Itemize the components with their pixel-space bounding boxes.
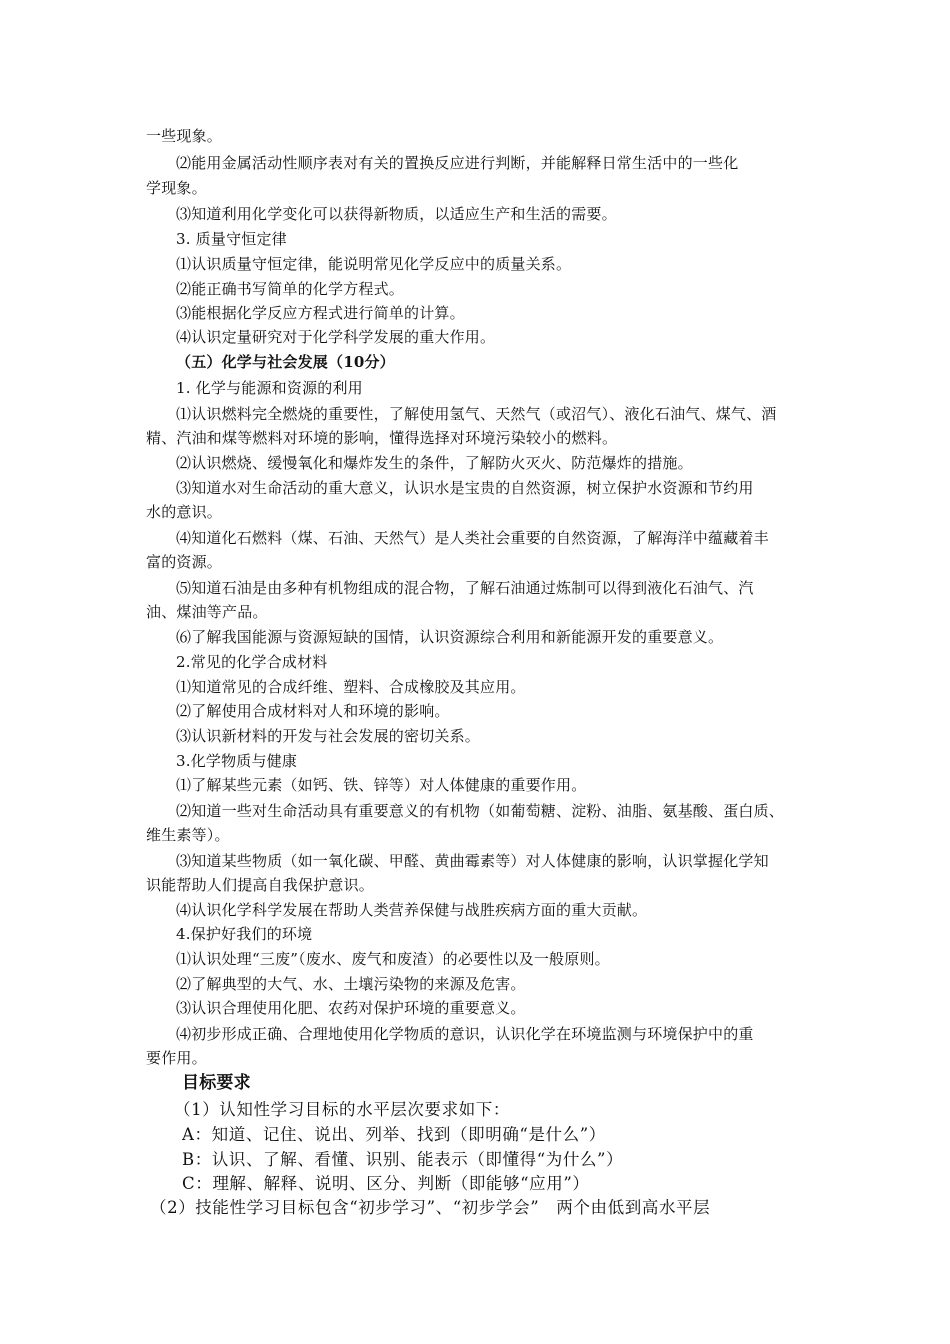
text-line: （2）技能性学习目标包含“初步学习”、“初步学会” 两个由低到高水平层 xyxy=(150,1198,711,1217)
section-heading: 4.保护好我们的环境 xyxy=(176,925,313,943)
text-line: ⑵知道一些对生命活动具有重要意义的有机物（如葡萄糖、淀粉、油脂、氨基酸、蛋白质、 xyxy=(176,802,785,820)
text-line: A：知道、记住、说出、列举、找到（即明确“是什么”） xyxy=(182,1125,606,1144)
text-line: ⑶知道利用化学变化可以获得新物质，以适应生产和生活的需要。 xyxy=(176,205,617,223)
text-line: 一些现象。 xyxy=(146,127,223,145)
text-line: ⑷认识化学科学发展在帮助人类营养保健与战胜疾病方面的重大贡献。 xyxy=(176,901,648,919)
text-line: ⑴知道常见的合成纤维、塑料、合成橡胶及其应用。 xyxy=(176,678,526,696)
text-line: ⑴认识处理“三废”（废水、废气和废渣）的必要性以及一般原则。 xyxy=(176,950,610,968)
text-line: ⑶认识新材料的开发与社会发展的密切关系。 xyxy=(176,727,481,745)
section-heading: 3. 质量守恒定律 xyxy=(176,230,287,248)
text-line: ⑵能正确书写简单的化学方程式。 xyxy=(176,280,405,298)
text-line: ⑵了解使用合成材料对人和环境的影响。 xyxy=(176,702,450,720)
text-line: B：认识、了解、看懂、识别、能表示（即懂得“为什么”） xyxy=(182,1150,624,1169)
text-line: （1）认知性学习目标的水平层次要求如下： xyxy=(174,1100,510,1119)
text-line: ⑴了解某些元素（如钙、铁、锌等）对人体健康的重要作用。 xyxy=(176,776,587,794)
text-line: 精、汽油和煤等燃料对环境的影响，懂得选择对环境污染较小的燃料。 xyxy=(146,429,618,447)
goal-heading: 目标要求 xyxy=(182,1073,251,1093)
text-line: ⑶知道水对生命活动的重大意义，认识水是宝贵的自然资源，树立保护水资源和节约用 xyxy=(176,479,754,497)
text-line: 维生素等）。 xyxy=(146,826,230,844)
text-line: ⑷初步形成正确、合理地使用化学物质的意识，认识化学在环境监测与环境保护中的重 xyxy=(176,1025,754,1043)
text-line: ⑶认识合理使用化肥、农药对保护环境的重要意义。 xyxy=(176,999,526,1017)
section-heading: 1. 化学与能源和资源的利用 xyxy=(176,379,363,397)
text-line: 识能帮助人们提高自我保护意识。 xyxy=(146,876,375,894)
text-line: 要作用。 xyxy=(146,1049,207,1067)
text-line: ⑸知道石油是由多种有机物组成的混合物，了解石油通过炼制可以得到液化石油气、汽 xyxy=(176,579,754,597)
text-line: ⑵了解典型的大气、水、土壤污染物的来源及危害。 xyxy=(176,975,526,993)
text-line: 富的资源。 xyxy=(146,553,223,571)
text-line: ⑹了解我国能源与资源短缺的国情，认识资源综合利用和新能源开发的重要意义。 xyxy=(176,628,724,646)
text-line: 油、煤油等产品。 xyxy=(146,603,268,621)
text-line: ⑵能用金属活动性顺序表对有关的置换反应进行判断，并能解释日常生活中的一些化 xyxy=(176,154,739,172)
chapter-heading: （五）化学与社会发展（10分） xyxy=(176,353,395,371)
text-line: ⑴认识燃料完全燃烧的重要性，了解使用氢气、天然气（或沼气）、液化石油气、煤气、酒 xyxy=(176,405,777,423)
text-line: ⑵认识燃烧、缓慢氧化和爆炸发生的条件，了解防火灭火、防范爆炸的措施。 xyxy=(176,454,693,472)
text-line: ⑷认识定量研究对于化学科学发展的重大作用。 xyxy=(176,328,496,346)
text-line: ⑴认识质量守恒定律，能说明常见化学反应中的质量关系。 xyxy=(176,255,572,273)
text-line: 水的意识。 xyxy=(146,503,223,521)
text-line: C：理解、解释、说明、区分、判断（即能够“应用”） xyxy=(182,1174,590,1193)
text-line: 学现象。 xyxy=(146,179,207,197)
text-line: ⑷知道化石燃料（煤、石油、天然气）是人类社会重要的自然资源，了解海洋中蕴藏着丰 xyxy=(176,529,769,547)
text-line: ⑶知道某些物质（如一氧化碳、甲醛、黄曲霉素等）对人体健康的影响，认识掌握化学知 xyxy=(176,852,769,870)
section-heading: 3.化学物质与健康 xyxy=(176,752,298,770)
section-heading: 2.常见的化学合成材料 xyxy=(176,653,328,671)
text-line: ⑶能根据化学反应方程式进行简单的计算。 xyxy=(176,304,465,322)
